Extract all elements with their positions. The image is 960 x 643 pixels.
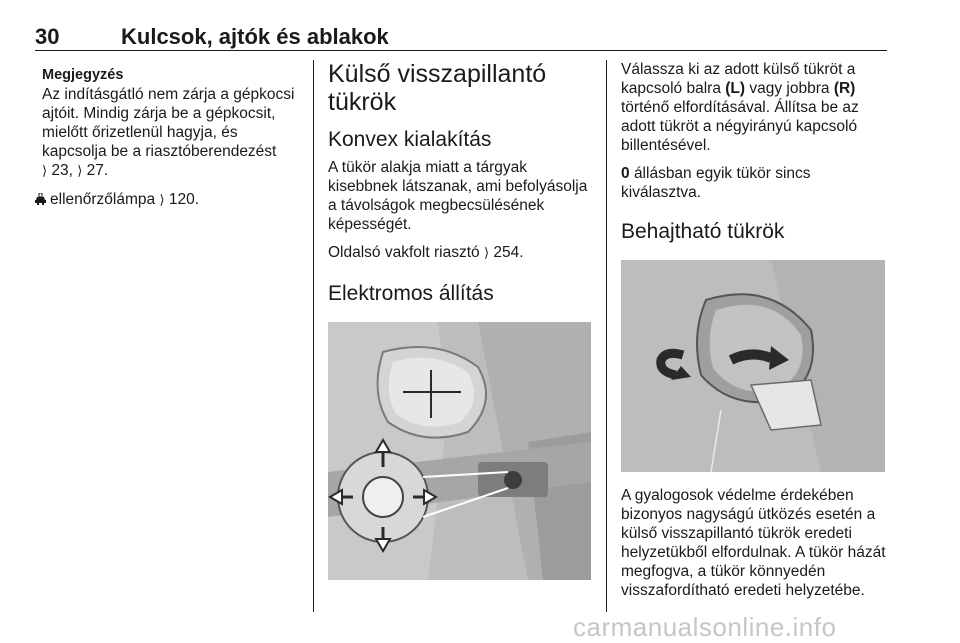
ref-arrow-icon: ⟩: [77, 163, 83, 178]
column-middle: [328, 60, 596, 580]
note-ref-2[interactable]: 27.: [86, 162, 109, 179]
column-divider-2: [606, 60, 607, 612]
subheading-folding: Behajtható tükrök: [621, 220, 785, 243]
running-title: Kulcsok, ajtók és ablakok: [121, 24, 389, 49]
header-rule: [35, 50, 887, 51]
note-heading: Megjegyzés: [42, 67, 124, 83]
page-header: [0, 0, 960, 56]
car-lock-icon: [34, 193, 47, 205]
watermark: carmanualsonline.info: [573, 612, 837, 642]
paragraph-blindspot: Oldalsó vakfolt riasztó ⟩ 254.: [328, 244, 524, 261]
mirror-switch-illustration: [328, 322, 591, 580]
ref-arrow-icon: ⟩: [42, 163, 48, 178]
indicator-text: ellenőrzőlámpa: [50, 191, 156, 208]
indicator-ref[interactable]: 120.: [168, 191, 199, 208]
ref-arrow-icon: ⟩: [159, 192, 165, 207]
column-right: [621, 60, 891, 609]
page-number: 30: [35, 24, 60, 49]
note-body: [42, 85, 302, 180]
folding-mirror-illustration: [621, 260, 885, 472]
column-left: [42, 60, 302, 218]
indicator-line: [34, 190, 302, 209]
ref-arrow-icon: ⟩: [483, 245, 490, 260]
paragraph-konvex: A tükör alakja miatt a tárgyak kisebbnek látszanak, ami befolyásolja a távolságok megbecsülésének képességét.: [328, 159, 588, 233]
note-text: Az indításgátló nem zárja a gépkocsi ajtóit. Mindig zárja be a gépkocsit, mielőtt őrizetlenül hagyja, és kapcsolja be a riasztóberendezést: [42, 86, 295, 160]
paragraph-folding: A gyalogosok védelme érdekében bizonyos nagyságú ütközés esetén a külső visszapillantó tükrök eredeti helyzetükből elfordulnak. A tükör házát megfogva, a tükör könnyedén visszafordítható eredeti helyzetébe.: [621, 487, 886, 599]
subheading-konvex: Konvex kialakítás: [328, 128, 492, 151]
subheading-electric: Elektromos állítás: [328, 282, 494, 305]
paragraph-select-mirror: Válassza ki az adott külső tükröt a kapcsoló balra (L) vagy jobbra (R) történő elfordításával. Állítsa be az adott tükröt a négyirányú kapcsoló billentésével.: [621, 61, 859, 154]
paragraph-zero-position: 0 állásban egyik tükör sincs kiválasztva.: [621, 165, 811, 201]
blindspot-ref[interactable]: 254.: [493, 244, 524, 261]
section-heading: Külső visszapillantó tükrök: [328, 60, 547, 116]
note-ref-1[interactable]: 23,: [51, 162, 73, 179]
column-divider-1: [313, 60, 314, 612]
